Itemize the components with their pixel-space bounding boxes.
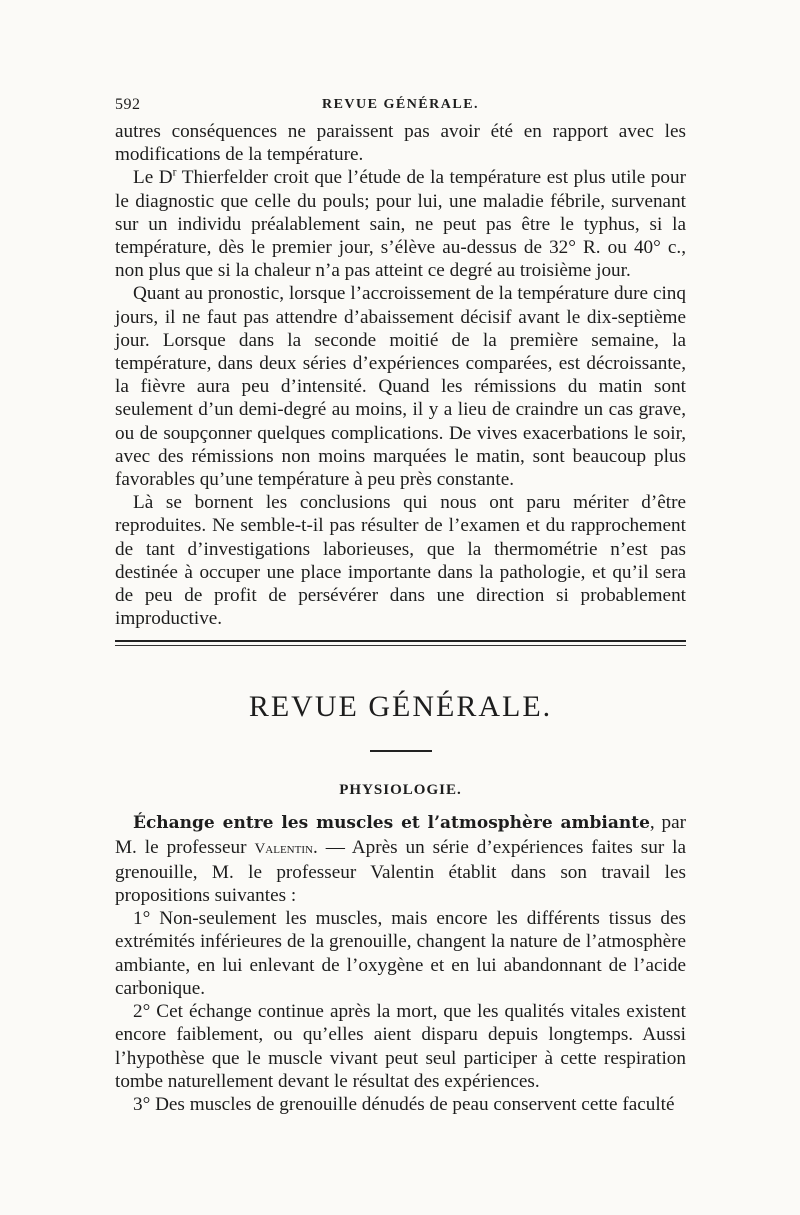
- article-author: Valentin: [254, 840, 313, 857]
- article-text: , par M. le professeur: [115, 812, 686, 858]
- list-item: 3° Des muscles de grenouille dénudés de peau conservent cette faculté: [133, 1093, 675, 1115]
- title-underline: [370, 750, 432, 752]
- section-divider-thin: [115, 645, 686, 646]
- paragraph-continuation: autres conséquences ne paraissent pas avoir été en rapport avec les modifications de la température.: [115, 121, 686, 166]
- paragraph-thierfelder: [115, 166, 686, 282]
- page-number: 592: [115, 96, 141, 113]
- paragraph-conclusion: Là se bornent les conclusions qui nous ont paru mériter d’être reproduites. Ne semble-t-il pas résulter de l’examen et du rapprochement de tant d’investigations laborieuses, que la thermométrie n’est pas destinée à occuper une place importante dans la pathologie, et qu’il sera de peu de profit de persévérer dans une direction si probablement improductive.: [115, 492, 686, 630]
- article-title: Échange entre les muscles et l’atmosphère ambiante: [133, 813, 650, 834]
- section-title: REVUE GÉNÉRALE.: [248, 690, 553, 724]
- article-text: . — Après un série d’expériences faites sur la grenouille, M. le professeur Valentin établit dans son travail les propositions suivantes :: [115, 836, 687, 907]
- running-header: [115, 96, 686, 120]
- list-item: 1° Non-seulement les muscles, mais encore les différents tissus des extrémités inférieures de la grenouille, changent la nature de l’atmosphère ambiante, en lui enlevant de l’oxygène et en lui abandonnant de l’acide carbonique.: [115, 908, 686, 999]
- article-intro: [115, 811, 686, 907]
- subsection-heading: PHYSIOLOGIE.: [339, 782, 462, 799]
- paragraph-text: Thierfelder croit que l’étude de la température est plus utile pour le diagnostic que celle du pouls; pour lui, une maladie fébrile, survenant sur un individu préalablement sain, ne peut pas être le typhus, si la température, dès le premier jour, s’élève au-dessus de 32° R. ou 40° c., non plus que si la chaleur n’a pas atteint ce degré au troisième jour.: [115, 167, 687, 282]
- paragraph-text: Le D: [133, 167, 173, 189]
- superscript: r: [172, 167, 177, 180]
- list-item: 2° Cet échange continue après la mort, que les qualités vitales existent encore faiblement, ou qu’elles aient disparu depuis longtemps. Aussi l’hypothèse que le muscle vivant peut seul participer à cette respiration tombe naturellement devant le résultat des expériences.: [115, 1001, 686, 1092]
- body-text: [115, 120, 686, 630]
- running-title: REVUE GÉNÉRALE.: [321, 97, 480, 112]
- article-body: [115, 811, 686, 1116]
- section-divider-thick: [115, 640, 686, 642]
- book-page: [115, 96, 686, 1116]
- paragraph-pronostic: Quant au pronostic, lorsque l’accroissement de la température dure cinq jours, il ne faut pas attendre d’abaissement décisif avant le dix-septième jour. Lorsque dans la seconde moitié de la première semaine, la température, dans deux séries d’expériences comparées, est décroissante, la fièvre aura peu d’intensité. Quand les rémissions du matin sont seulement d’un demi-degré au moins, il y a lieu de craindre un cas grave, ou de soupçonner quelques complications. De vives exacerbations le soir, avec des rémissions non moins marquées le matin, sont beaucoup plus favorables qu’une température à peu près constante.: [115, 283, 686, 491]
